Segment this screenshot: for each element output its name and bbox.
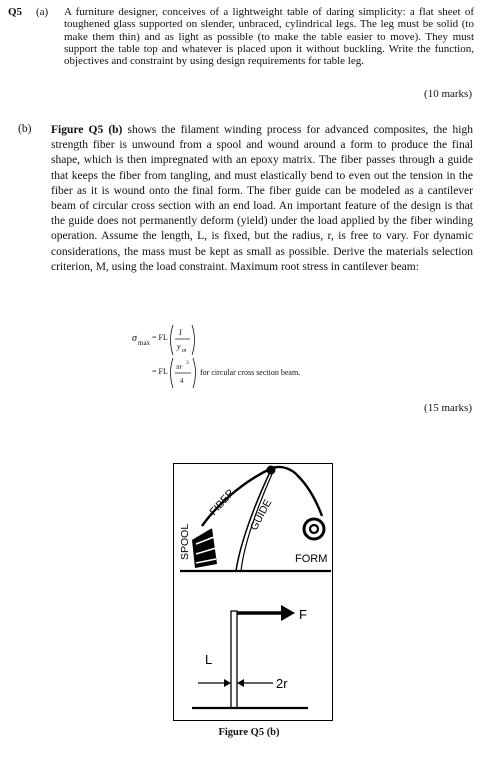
eq-note: for circular cross section beam. — [200, 368, 301, 377]
label-spool: SPOOL — [179, 523, 191, 560]
form-spiral — [304, 519, 324, 539]
part-b-marks: (15 marks) — [424, 402, 472, 414]
part-b-body: shows the filament winding process for advanced composites, the high strength fiber is unwound from a spool and wound around a form to produce the final shape, which is then impregnated with an epoxy matrix. The fiber passes through a guide that keeps the fiber from tangling, and must elastically bend to even out the tension in the fiber as it is wound onto the final form. The fiber guide can be modeled as a cantilever beam of circular cross section with an end load. An important feature of the design is that the guide does not permanently deform (yield) under the load applied by the fiber winding operation. Assume the length, L, is fixed, but the radius, r, is free to vary. For dynamic considerations, the mass must be kept as small as possible. Derive the materials selection criterion, M, using the load constraint. Maximum root stress in cantilever beam: — [51, 124, 473, 273]
eq-frac2-den: 4 — [180, 377, 184, 385]
eq-frac2-sup: 3 — [186, 360, 189, 366]
figure-caption: Figure Q5 (b) — [218, 727, 280, 738]
eq-frac1-den-sub: m — [182, 348, 187, 354]
guide-tip — [267, 466, 276, 475]
label-guide: GUIDE — [248, 497, 275, 533]
eq-row1-fl: = FL — [152, 333, 168, 342]
label-fiber: FIBER — [207, 486, 237, 519]
figure-q5b — [173, 463, 333, 721]
label-length: L — [205, 652, 213, 667]
part-a-text: A furniture designer, conceives of a lightweight table of daring simplicity: a flat sheet of toughened glass supported on slender, unbraced, cylindrical legs. The leg must be solid (to make them thin) and as light as possible (to make the table easier to move). They must support the table top and whatever is placed upon it without buckling. Write the function, objectives and constraint by using design requirements for table leg. — [64, 6, 474, 68]
eq-frac1-den: y — [177, 342, 181, 351]
filament-winding-diagram — [174, 464, 331, 719]
part-a-label: (a) — [36, 6, 49, 18]
question-number: Q5 — [8, 6, 23, 18]
figure-reference: Figure Q5 (b) — [51, 124, 123, 136]
force-arrow-head — [281, 605, 295, 621]
label-form: FORM — [295, 553, 328, 565]
part-a-marks: (10 marks) — [424, 88, 472, 100]
eq-frac2-num: πr — [176, 363, 183, 371]
label-radius: 2r — [276, 676, 288, 691]
part-b-label: (b) — [18, 123, 32, 135]
cantilever-beam — [231, 611, 237, 708]
eq-row2-fl: = FL — [152, 367, 168, 376]
eq-sigma-sub: max — [138, 339, 151, 347]
stress-equation — [120, 318, 380, 394]
label-force: F — [299, 607, 307, 622]
eq-frac1-num: I — [179, 328, 182, 337]
part-b-text — [51, 123, 473, 275]
eq-sigma: σ — [132, 333, 137, 344]
